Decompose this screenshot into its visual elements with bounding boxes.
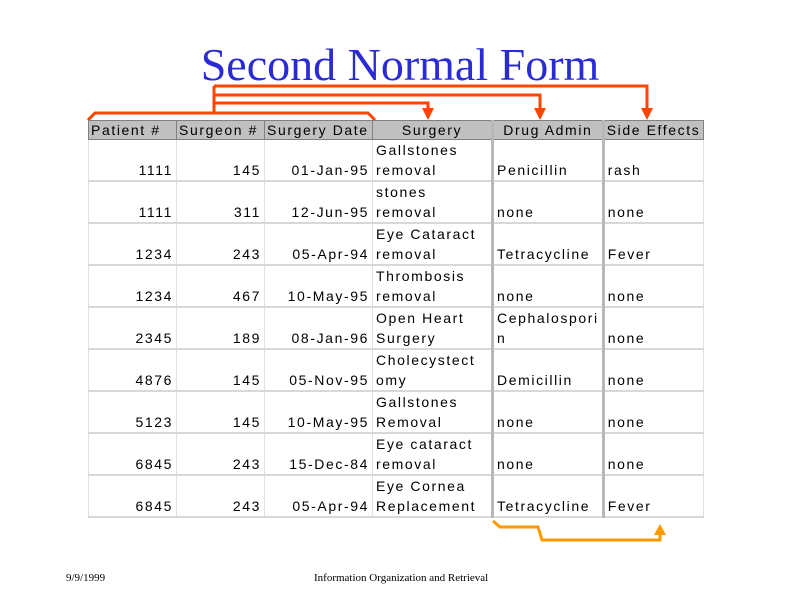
- cell-surgeon: 189: [177, 307, 265, 349]
- table-row: [89, 307, 704, 349]
- cell-patient: 2345: [89, 307, 177, 349]
- cell-side-effects: rash: [603, 140, 703, 182]
- cell-date: 10-May-95: [265, 265, 373, 307]
- cell-date: 12-Jun-95: [265, 181, 373, 223]
- surgery-line-1: Gallstones: [376, 394, 459, 410]
- surgery-line-2: removal: [376, 204, 437, 220]
- cell-side-effects: none: [603, 433, 703, 475]
- patient-surgery-table: [88, 120, 704, 518]
- cell-patient: 1234: [89, 265, 177, 307]
- surgery-line-1: Thrombosis: [376, 268, 466, 284]
- header-surgeon: Surgeon #: [177, 121, 265, 140]
- drug-line-2: n: [497, 330, 507, 346]
- cell-surgery: [373, 433, 493, 475]
- cell-patient: 1234: [89, 223, 177, 265]
- transitive-bracket: [493, 521, 660, 540]
- cell-patient: 4876: [89, 349, 177, 391]
- surgery-line-2: Replacement: [376, 498, 477, 514]
- cell-surgery: [373, 223, 493, 265]
- cell-drug: none: [493, 391, 604, 433]
- cell-surgeon: 145: [177, 349, 265, 391]
- cell-patient: 6845: [89, 475, 177, 517]
- cell-drug: none: [493, 433, 604, 475]
- cell-drug: Demicillin: [493, 349, 604, 391]
- cell-drug: Penicillin: [493, 140, 604, 182]
- header-surgery: Surgery: [373, 121, 493, 140]
- cell-surgery: [373, 391, 493, 433]
- cell-drug: none: [493, 265, 604, 307]
- arrowhead-side-effects: [641, 108, 653, 120]
- table-row: [89, 391, 704, 433]
- table-row: [89, 433, 704, 475]
- cell-date: 05-Nov-95: [265, 349, 373, 391]
- cell-surgery: [373, 475, 493, 517]
- cell-patient: 6845: [89, 433, 177, 475]
- cell-surgery: [373, 265, 493, 307]
- footer-course: Information Organization and Retrieval: [314, 572, 489, 584]
- cell-side-effects: none: [603, 181, 703, 223]
- table-row: [89, 475, 704, 517]
- cell-date: 05-Apr-94: [265, 475, 373, 517]
- cell-surgeon: 145: [177, 391, 265, 433]
- cell-date: 15-Dec-84: [265, 433, 373, 475]
- arrow-to-surgery: [214, 103, 428, 112]
- table-row: [89, 349, 704, 391]
- cell-patient: 1111: [89, 181, 177, 223]
- surgery-line-1: Cholecystect: [376, 352, 476, 368]
- cell-surgeon: 145: [177, 140, 265, 182]
- arrowhead-surgery: [422, 108, 434, 120]
- cell-date: 05-Apr-94: [265, 223, 373, 265]
- surgery-line-2: Surgery: [376, 330, 437, 346]
- surgery-line-2: removal: [376, 162, 437, 178]
- surgery-line-1: Gallstones: [376, 142, 459, 158]
- drug-line-1: Cephalospori: [497, 310, 599, 326]
- header-surgery-date: Surgery Date: [265, 121, 373, 140]
- cell-drug: [493, 307, 604, 349]
- cell-surgery: [373, 349, 493, 391]
- cell-side-effects: none: [603, 265, 703, 307]
- key-bracket: [88, 113, 375, 120]
- cell-surgeon: 243: [177, 223, 265, 265]
- slide-title: Second Normal Form: [200, 39, 600, 90]
- cell-patient: 1111: [89, 140, 177, 182]
- cell-surgery: [373, 181, 493, 223]
- header-drug-admin: Drug Admin: [493, 121, 604, 140]
- surgery-line-1: Eye Cornea: [376, 478, 466, 494]
- surgery-line-2: removal: [376, 246, 437, 262]
- cell-surgeon: 243: [177, 475, 265, 517]
- cell-drug: none: [493, 181, 604, 223]
- cell-side-effects: none: [603, 391, 703, 433]
- cell-surgery: [373, 140, 493, 182]
- cell-surgery: [373, 307, 493, 349]
- cell-side-effects: none: [603, 307, 703, 349]
- surgery-line-2: omy: [376, 372, 408, 388]
- cell-drug: Tetracycline: [493, 223, 604, 265]
- arrowhead-drug-admin: [534, 108, 546, 120]
- cell-side-effects: none: [603, 349, 703, 391]
- cell-date: 08-Jan-96: [265, 307, 373, 349]
- arrowhead-transitive: [654, 524, 666, 535]
- footer-date: 9/9/1999: [66, 572, 106, 584]
- surgery-line-2: removal: [376, 288, 437, 304]
- surgery-line-1: Eye Cataract: [376, 226, 477, 242]
- cell-date: 10-May-95: [265, 391, 373, 433]
- surgery-line-1: Eye cataract: [376, 436, 474, 452]
- cell-surgeon: 467: [177, 265, 265, 307]
- header-row: [89, 121, 704, 140]
- table-row: [89, 140, 704, 182]
- surgery-line-2: removal: [376, 456, 437, 472]
- table-row: [89, 223, 704, 265]
- header-side-effects: Side Effects: [603, 121, 703, 140]
- cell-drug: Tetracycline: [493, 475, 604, 517]
- table-row: [89, 265, 704, 307]
- cell-date: 01-Jan-95: [265, 140, 373, 182]
- surgery-line-1: Open Heart: [376, 310, 465, 326]
- surgery-line-1: stones: [376, 184, 427, 200]
- cell-patient: 5123: [89, 391, 177, 433]
- table-row: [89, 181, 704, 223]
- cell-side-effects: Fever: [603, 475, 703, 517]
- cell-surgeon: 311: [177, 181, 265, 223]
- surgery-line-2: Removal: [376, 414, 443, 430]
- header-patient: Patient #: [89, 121, 177, 140]
- cell-surgeon: 243: [177, 433, 265, 475]
- cell-side-effects: Fever: [603, 223, 703, 265]
